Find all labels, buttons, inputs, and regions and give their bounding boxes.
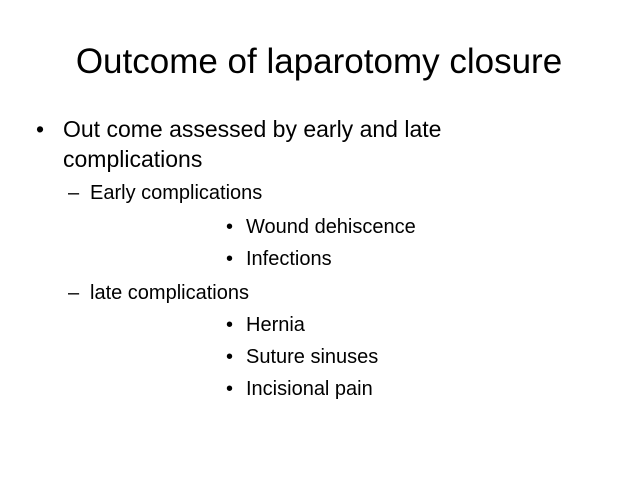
list-item-incisional-pain: Incisional pain: [246, 378, 373, 400]
bullet-marker: •: [226, 346, 234, 368]
bullet-marker: •: [36, 116, 45, 142]
slide-title: Outcome of laparotomy closure: [75, 42, 563, 81]
bullet-marker: •: [226, 216, 234, 238]
bullet-text-continuation: complications: [63, 146, 203, 172]
list-item-infections: Infections: [246, 248, 332, 270]
bullet-marker: •: [226, 314, 234, 336]
dash-marker: –: [68, 182, 80, 204]
list-item-wound-dehiscence: Wound dehiscence: [246, 216, 416, 238]
dash-marker: –: [68, 282, 80, 304]
sub-heading-early: Early complications: [90, 182, 263, 204]
list-item-hernia: Hernia: [246, 314, 305, 336]
sub-heading-late: late complications: [90, 282, 249, 304]
bullet-marker: •: [226, 378, 234, 400]
bullet-text: Out come assessed by early and late: [63, 116, 442, 142]
bullet-marker: •: [226, 248, 234, 270]
list-item-suture-sinuses: Suture sinuses: [246, 346, 379, 368]
